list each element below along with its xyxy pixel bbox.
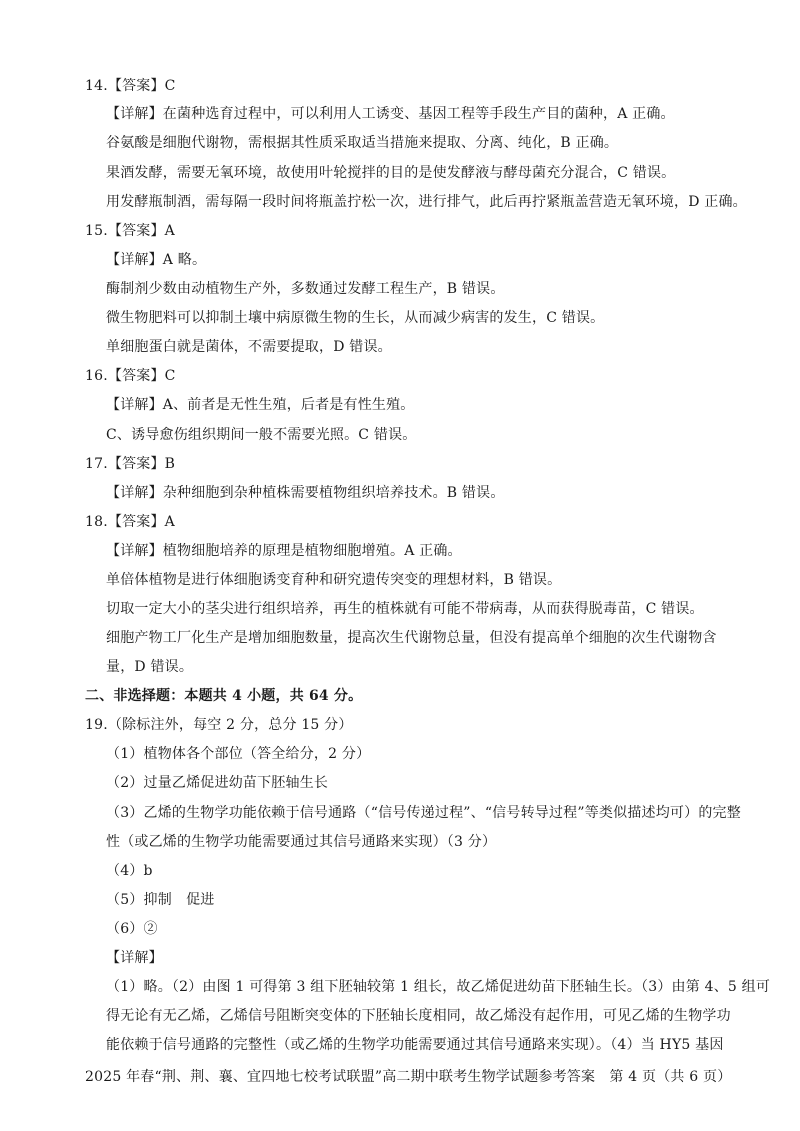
answer-16-detail-2: C、诱导愈伤组织期间一般不需要光照。C 错误。 <box>106 427 417 443</box>
answer-19-part-2: （2）过量乙烯促进幼苗下胚轴生长 <box>106 775 329 791</box>
answer-18-detail-1: 【详解】植物细胞培养的原理是植物细胞增殖。A 正确。 <box>106 543 462 559</box>
answer-18-detail-4: 细胞产物工厂化生产是增加细胞数量，提高次生代谢物总量，但没有提高单个细胞的次生代谢物含 <box>106 630 717 646</box>
answer-18-detail-2: 单倍体植物是进行体细胞诱变育种和研究遗传突变的理想材料，B 错误。 <box>106 572 562 588</box>
answer-18-detail-3: 切取一定大小的茎尖进行组织培养，再生的植株就有可能不带病毒，从而获得脱毒苗，C 错误。 <box>106 601 704 617</box>
answer-19-detail-2: 得无论有无乙烯，乙烯信号阻断突变体的下胚轴长度相同，故乙烯没有起作用，可见乙烯的生物学功 <box>106 1008 731 1024</box>
answer-19-heading: 19.（除标注外，每空 2 分，总分 15 分） <box>85 717 353 733</box>
answer-19-detail-1: （1）略。（2）由图 1 可得第 3 组下胚轴较第 1 组长，故乙烯促进幼苗下胚轴生长。（3）由第 4、5 组可 <box>106 979 771 995</box>
answer-19-detail-3: 能依赖于信号通路的完整性（或乙烯的生物学功能需要通过其信号通路来实现）。（4）当 HY5 基因 <box>106 1037 724 1053</box>
answer-18-detail-5: 量，D 错误。 <box>106 659 194 675</box>
answer-14-detail-1: 【详解】在菌种选育过程中，可以利用人工诱变、基因工程等手段生产目的菌种，A 正确。 <box>106 106 675 122</box>
answer-19-part-5: （5）抑制 促进 <box>106 892 215 908</box>
answer-15-heading: 15.【答案】A <box>85 223 175 239</box>
answer-14-detail-4: 用发酵瓶制酒，需每隔一段时间将瓶盖拧松一次，进行排气，此后再拧紧瓶盖营造无氧环境，D 正确。 <box>106 194 747 210</box>
answer-16-heading: 16.【答案】C <box>85 368 176 384</box>
answer-19-part-6: （6）② <box>106 921 158 937</box>
answer-16-detail-1: 【详解】A、前者是无性生殖，后者是有性生殖。 <box>106 397 415 413</box>
answer-15-detail-1: 【详解】A 略。 <box>106 252 207 268</box>
answer-14-detail-2: 谷氨酸是细胞代谢物，需根据其性质采取适当措施来提取、分离、纯化，B 正确。 <box>106 135 619 151</box>
answer-17-heading: 17.【答案】B <box>85 456 176 472</box>
answer-19-part-3: （3）乙烯的生物学功能依赖于信号通路（“信号传递过程”、“信号转导过程”等类似描述均可）的完整 <box>106 805 741 821</box>
answer-19-part-3-cont: 性（或乙烯的生物学功能需要通过其信号通路来实现）（3 分） <box>106 834 497 850</box>
answer-15-detail-2: 酶制剂少数由动植物生产外，多数通过发酵工程生产，B 错误。 <box>106 281 505 297</box>
answer-19-detail-heading: 【详解】 <box>106 950 163 966</box>
answer-17-detail-1: 【详解】杂种细胞到杂种植株需要植物组织培养技术。B 错误。 <box>106 485 505 501</box>
answer-15-detail-4: 单细胞蛋白就是菌体，不需要提取，D 错误。 <box>106 339 392 355</box>
answer-14-detail-3: 果酒发酵，需要无氧环境，故使用叶轮搅拌的目的是使发酵液与酵母菌充分混合，C 错误。 <box>106 165 676 181</box>
answer-18-heading: 18.【答案】A <box>85 514 175 530</box>
answer-19-part-4: （4）b <box>106 863 153 879</box>
section-heading-nonchoice: 二、非选择题：本题共 4 小题，共 64 分。 <box>85 688 363 704</box>
answer-19-part-1: （1）植物体各个部位（答全给分，2 分） <box>106 746 371 762</box>
page-footer: 2025 年春“荆、荆、襄、宜四地七校考试联盟”高二期中联考生物学试题参考答案 第 4 页（共 6 页） <box>85 1069 732 1085</box>
answer-15-detail-3: 微生物肥料可以抑制土壤中病原微生物的生长，从而减少病害的发生，C 错误。 <box>106 310 605 326</box>
answer-14-heading: 14.【答案】C <box>85 78 176 94</box>
